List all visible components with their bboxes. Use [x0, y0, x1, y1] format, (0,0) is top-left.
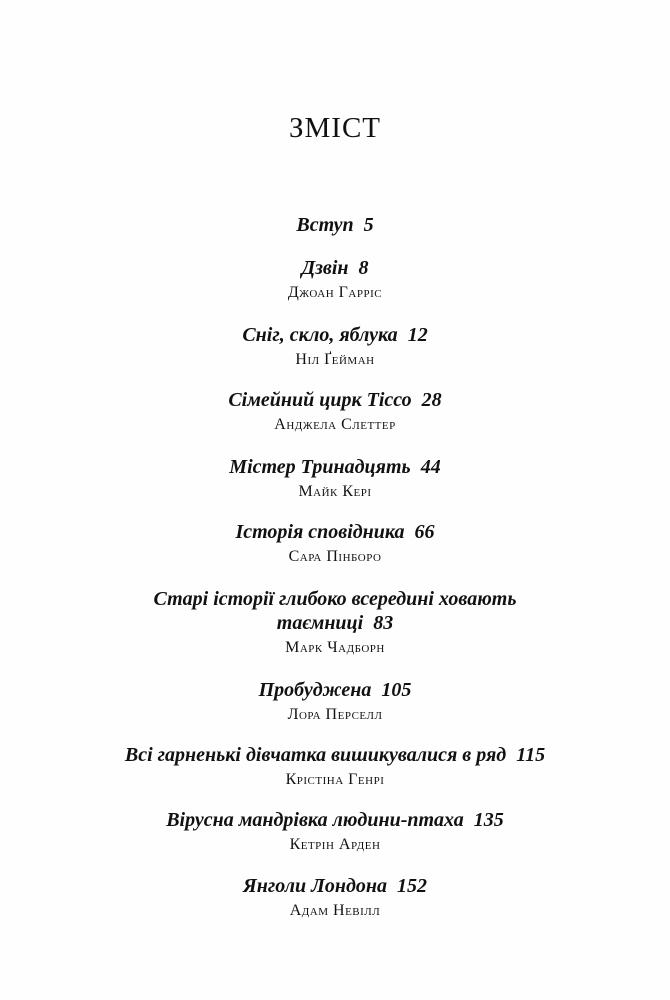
- toc-entry[interactable]: [0, 455, 670, 505]
- entry-title: таємниці: [276, 612, 364, 634]
- toc-entry[interactable]: [0, 808, 670, 858]
- entry-author: Адам Невілл: [289, 902, 381, 919]
- entry-title: Сніг, скло, яблука: [242, 324, 398, 346]
- entry-page: 152: [397, 875, 427, 897]
- entry-title: Містер Тринадцять: [229, 456, 411, 478]
- entry-title: Історія сповідника: [235, 521, 405, 543]
- entry-title-line: [0, 808, 670, 832]
- entry-title-line: [0, 323, 670, 347]
- entry-title: Пробуджена: [258, 679, 372, 701]
- entry-title-line-1: Старі історії глибоко всередині ховають: [153, 588, 517, 610]
- entry-page: 115: [516, 744, 546, 766]
- entry-author: Джоан Гарріс: [287, 284, 383, 301]
- entry-title-line: [0, 388, 670, 412]
- entry-page: 44: [420, 456, 441, 478]
- entry-title: Дзвін: [301, 257, 349, 279]
- entry-author: Крістіна Генрі: [285, 771, 385, 788]
- entry-title-line: [0, 874, 670, 898]
- entry-author: Анджела Слеттер: [274, 416, 396, 433]
- entry-author: Сара Пінборо: [288, 548, 382, 565]
- toc-entry[interactable]: [0, 323, 670, 373]
- toc-entry[interactable]: [0, 874, 670, 924]
- entry-title-line: [0, 678, 670, 702]
- entry-title: Всі гарненькі дівчатка вишикувалися в ряд: [124, 744, 507, 766]
- page-title: ЗМІСТ: [288, 112, 382, 144]
- entry-title: Янголи Лондона: [242, 875, 387, 897]
- entry-title: Вірусна мандрівка людини-птаха: [166, 809, 464, 831]
- entry-author: Лора Перселл: [287, 706, 383, 723]
- entry-author: Ніл Ґейман: [295, 351, 375, 368]
- entry-page: 135: [473, 809, 504, 831]
- entry-title-line: [0, 455, 670, 479]
- entry-title: Сімейний цирк Тіссо: [228, 389, 412, 411]
- toc-entry[interactable]: [0, 388, 670, 438]
- toc-entry[interactable]: [0, 587, 670, 661]
- entry-title-line: [0, 213, 670, 237]
- entry-title-line: [0, 256, 670, 280]
- entry-title-line: [0, 743, 670, 767]
- toc-entry[interactable]: [0, 678, 670, 728]
- entry-page: 83: [373, 612, 394, 634]
- entry-page: 66: [414, 521, 435, 543]
- entry-title: Вступ: [296, 214, 354, 236]
- entry-page: 8: [358, 257, 369, 279]
- entry-title-line-2: [0, 611, 670, 635]
- toc-entry[interactable]: [0, 213, 670, 237]
- entry-page: 28: [421, 389, 442, 411]
- entry-author: Кетрін Арден: [289, 836, 381, 853]
- entry-title-line: [0, 520, 670, 544]
- toc-entry[interactable]: [0, 256, 670, 306]
- entry-page: 5: [363, 214, 374, 236]
- toc-entry[interactable]: [0, 743, 670, 793]
- entry-author: Марк Чадборн: [285, 639, 385, 656]
- entry-page: 105: [381, 679, 412, 701]
- entry-author: Майк Кері: [298, 483, 372, 500]
- entry-page: 12: [407, 324, 428, 346]
- toc-entry[interactable]: [0, 520, 670, 570]
